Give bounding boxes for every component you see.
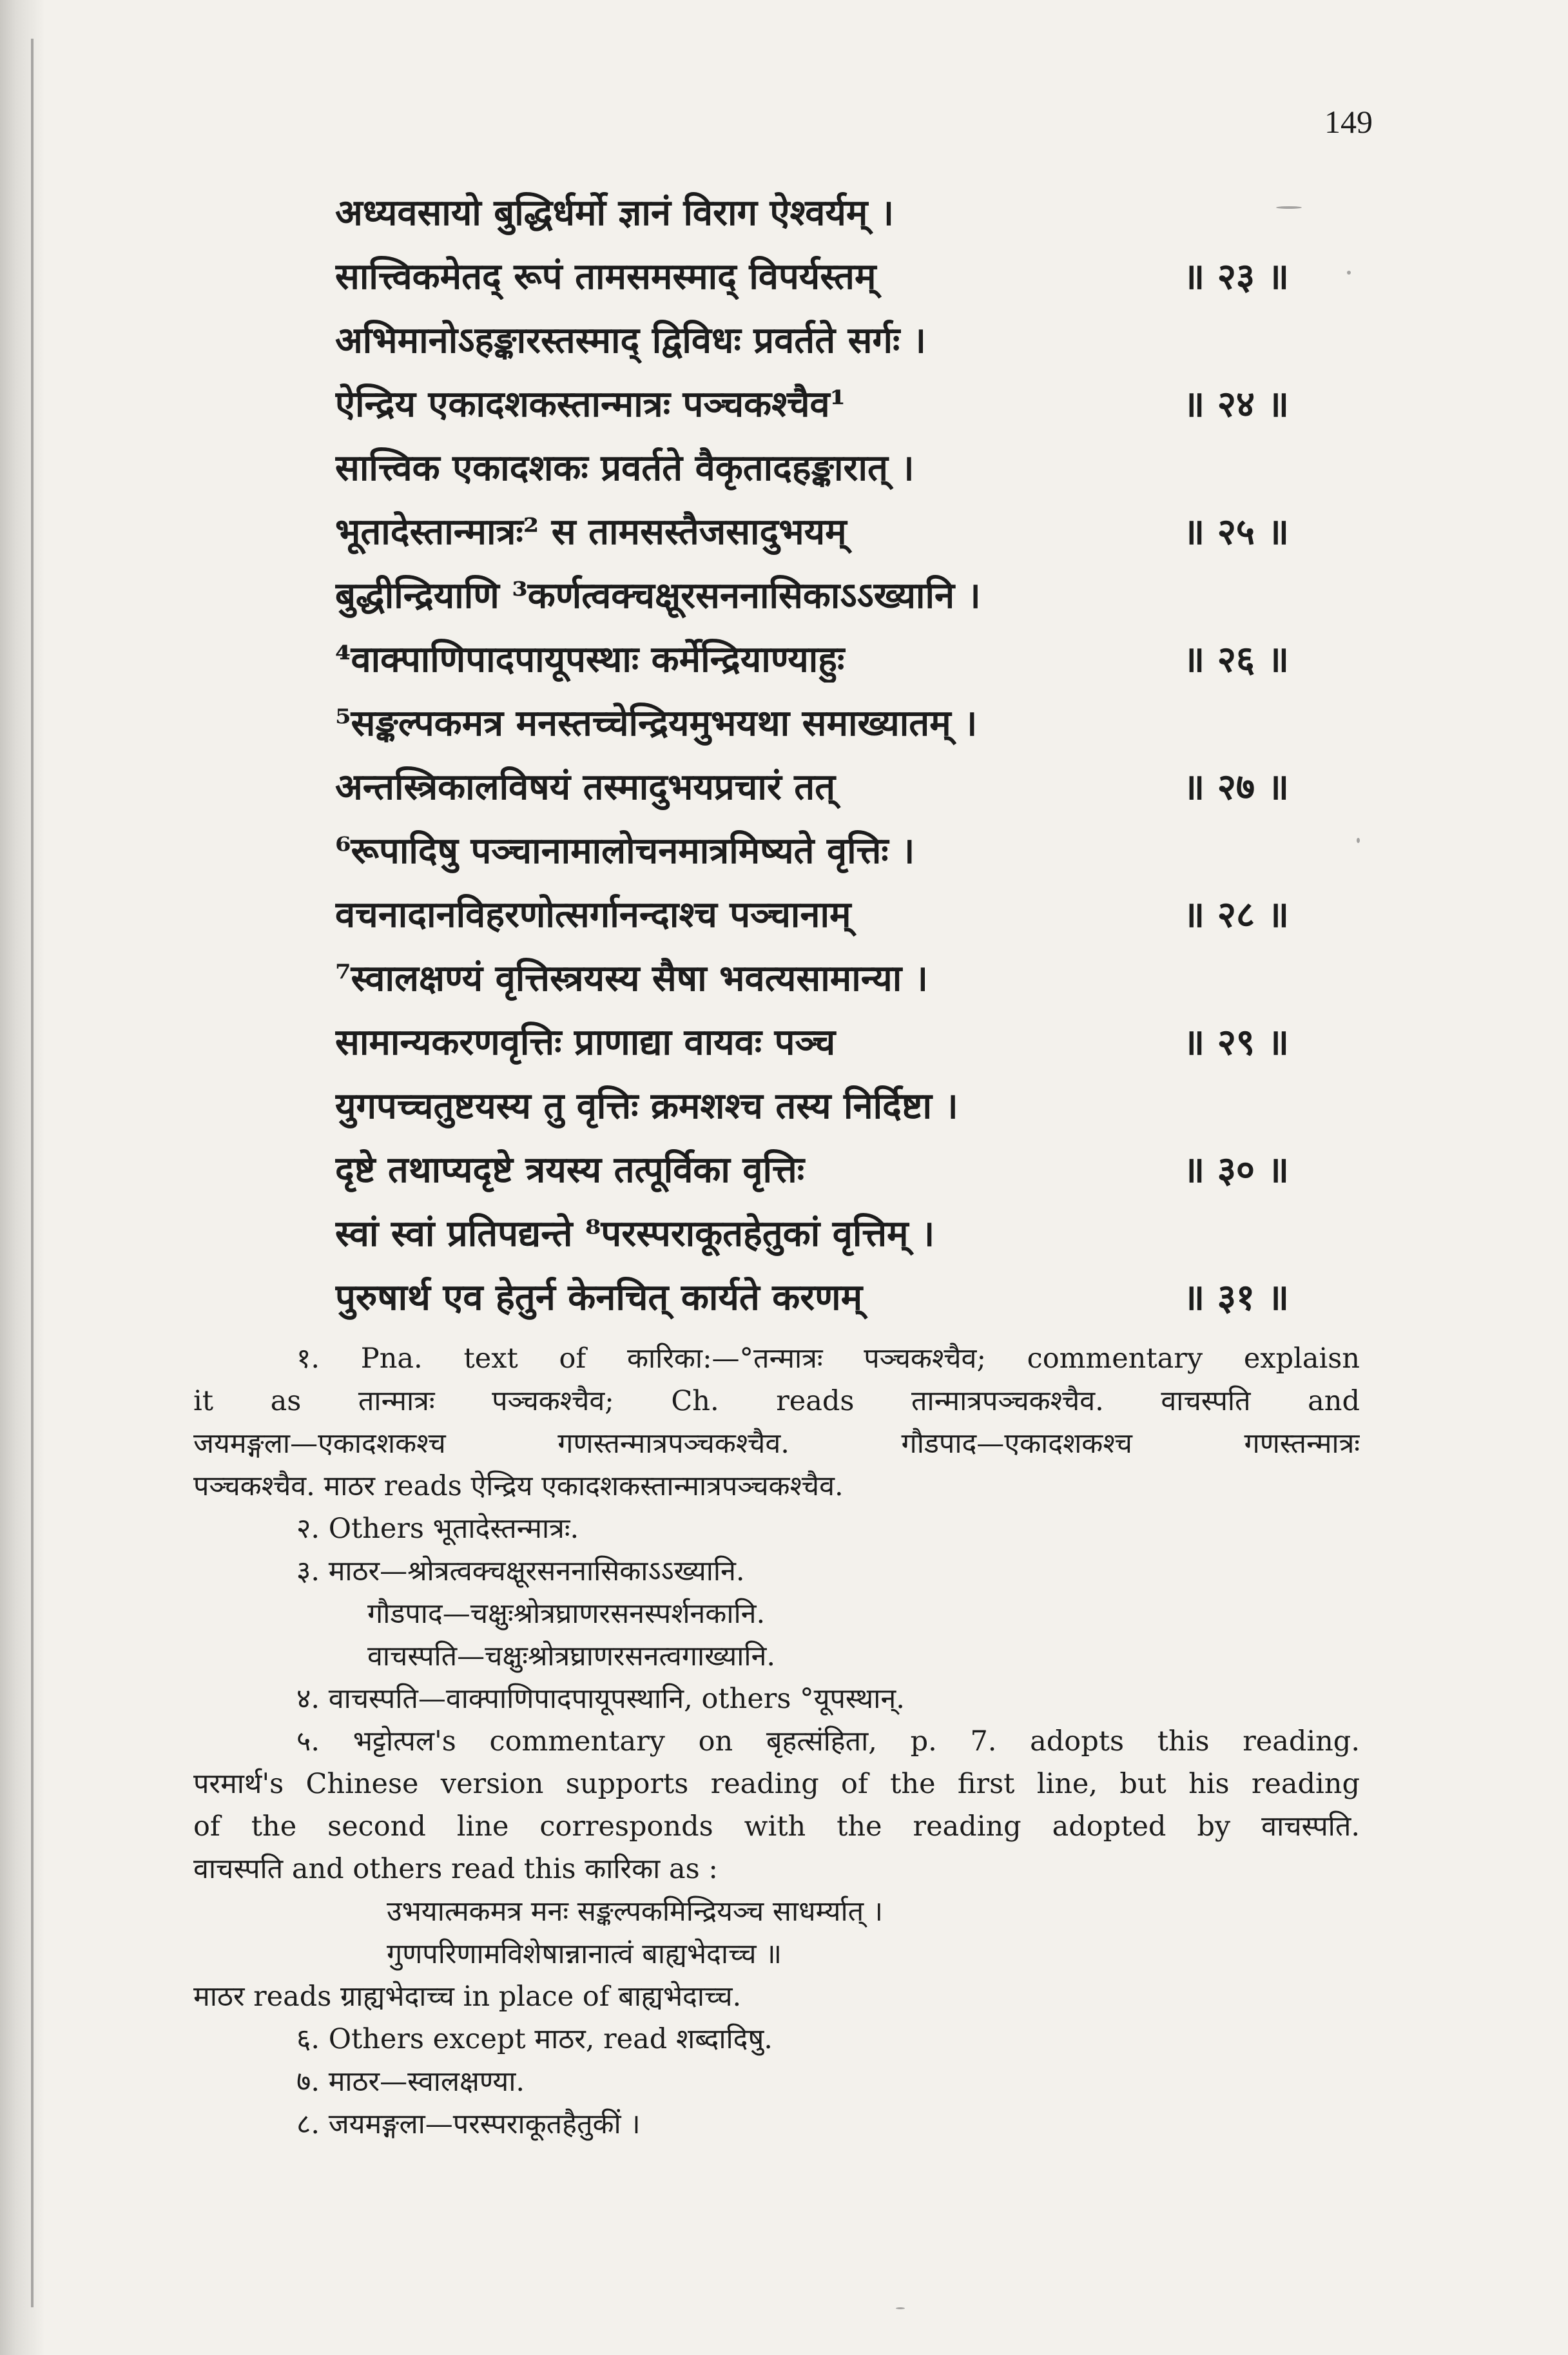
footnotes-block xyxy=(193,1337,1360,2146)
footnote-1-line: it as तान्मात्रः पञ्चकश्चैव; Ch. reads तान्मात्रपञ्चकश्चैव. वाचस्पति and xyxy=(193,1385,1360,1417)
verse-line xyxy=(335,1080,1289,1144)
verse-text: अन्तस्त्रिकालविषयं तस्मादुभयप्रचारं तत् xyxy=(335,766,836,808)
verse-text: अभिमानोऽहङ्कारस्तस्माद् द्विविधः प्रवर्तते सर्गः । xyxy=(335,319,927,362)
verse-number: ॥ २३ ॥ xyxy=(1183,255,1289,298)
verse-number: ॥ ३१ ॥ xyxy=(1183,1276,1289,1319)
verse-text: ⁷स्वालक्षण्यं वृत्तिस्त्रयस्य सैषा भवत्यसामान्या । xyxy=(335,957,928,1000)
verse-line xyxy=(335,1272,1289,1335)
verse-line xyxy=(335,825,1289,889)
verse-text: युगपच्चतुष्टयस्य तु वृत्तिः क्रमशश्च तस्य निर्दिष्टा । xyxy=(335,1085,958,1127)
verse-line xyxy=(335,953,1289,1016)
verse-line xyxy=(335,570,1289,634)
verse-line xyxy=(335,251,1289,315)
verse-line xyxy=(335,315,1289,378)
verse-text: ऐन्द्रिय एकादशकस्तान्मात्रः पञ्चकश्चैव¹ xyxy=(335,383,846,425)
verse-line xyxy=(335,634,1289,697)
footnote-7: ७. माठर—स्वालक्षण्या. xyxy=(296,2066,525,2098)
verse-line xyxy=(335,697,1289,761)
verse-text: अध्यवसायो बुद्धिर्धर्मो ज्ञानं विराग ऐश्वर्यम् । xyxy=(335,191,895,234)
scan-speck xyxy=(1357,838,1360,843)
footnote-4: ४. वाचस्पति—वाक्पाणिपादपायूपस्थानि, others °यूपस्थान्. xyxy=(296,1683,905,1715)
verse-text: सात्त्विक एकादशकः प्रवर्तते वैकृतादहङ्कारात् । xyxy=(335,447,915,489)
verse-text: पुरुषार्थ एव हेतुर्न केनचित् कार्यते करणम् xyxy=(335,1276,863,1319)
verse-number: ॥ २६ ॥ xyxy=(1183,638,1289,681)
quoted-verse-line: उभयात्मकमत्र मनः सङ्कल्पकमिन्द्रियञ्च साधर्म्यात् । xyxy=(387,1895,884,1928)
footnote-6: ६. Others except माठर, read शब्दादिषु. xyxy=(296,2023,773,2055)
footnote-1-line: १. Pna. text of कारिका:—°तन्मात्रः पञ्चकश्चैव; commentary explaisn xyxy=(296,1342,1360,1375)
verse-text: ⁴वाक्पाणिपादपायूपस्थाः कर्मेन्द्रियाण्याहुः xyxy=(335,638,845,681)
verse-text: वचनादानविहरणोत्सर्गानन्दाश्च पञ्चानाम् xyxy=(335,893,851,936)
verse-line xyxy=(335,1144,1289,1208)
page-binding-shadow xyxy=(0,0,45,2355)
footnote-1-line: जयमङ्गला—एकादशकश्च गणस्तन्मात्रपञ्चकश्चैव. गौडपाद—एकादशकश्च गणस्तन्मात्रः xyxy=(193,1428,1360,1460)
verse-text: ⁵सङ्कल्पकमत्र मनस्तच्चेन्द्रियमुभयथा समाख्यातम् । xyxy=(335,702,978,744)
verse-text: स्वां स्वां प्रतिपद्यन्ते ⁸परस्पराकूतहेतुकां वृत्तिम् । xyxy=(335,1212,935,1255)
footnote-1-line: पञ्चकश्चैव. माठर reads ऐन्द्रिय एकादशकस्तान्मात्रपञ्चकश्चैव. xyxy=(193,1470,844,1502)
verse-text: सात्त्विकमेतद् रूपं तामसमस्माद् विपर्यस्तम् xyxy=(335,255,876,298)
verse-line xyxy=(335,506,1289,570)
verse-text: सामान्यकरणवृत्तिः प्राणाद्या वायवः पञ्च xyxy=(335,1021,836,1063)
verse-line xyxy=(335,761,1289,825)
footnote-3-line: ३. माठर—श्रोत्रत्वक्चक्षूरसननासिकाऽऽख्यानि. xyxy=(296,1555,745,1587)
binding-edge-line xyxy=(31,39,34,2307)
footnote-3-line: वाचस्पति—चक्षुःश्रोत्रघ्राणरसनत्वगाख्यानि. xyxy=(367,1640,775,1672)
verse-number: ॥ २४ ॥ xyxy=(1183,383,1289,425)
footnote-2: २. Others भूतादेस्तन्मात्रः. xyxy=(296,1513,579,1545)
page-number: 149 xyxy=(1324,104,1373,140)
verse-text: दृष्टे तथाप्यदृष्टे त्रयस्य तत्पूर्विका वृत्तिः xyxy=(335,1148,805,1191)
verse-block xyxy=(335,187,1289,1335)
verse-line xyxy=(335,1016,1289,1080)
scan-speck xyxy=(1276,206,1302,209)
footnote-8: ८. जयमङ्गला—परस्पराकूतहैतुकीं । xyxy=(296,2108,641,2140)
verse-text: बुद्धीन्द्रियाणि ³कर्णत्वक्चक्षूरसननासिकाऽऽख्यानि । xyxy=(335,574,981,617)
verse-line xyxy=(335,1208,1289,1272)
quoted-verse-line: गुणपरिणामविशेषान्नानात्वं बाह्यभेदाच्च ॥ xyxy=(387,1938,782,1970)
footnote-5-line: वाचस्पति and others read this कारिका as : xyxy=(193,1853,718,1885)
verse-text: भूतादेस्तान्मात्रः² स तामसस्तैजसादुभयम् xyxy=(335,510,847,553)
verse-line xyxy=(335,378,1289,442)
footnote-5-line: परमार्थ's Chinese version supports reading of the first line, but his reading xyxy=(193,1768,1360,1800)
scan-speck xyxy=(896,2307,905,2309)
footnote-5-line: ५. भट्टोत्पल's commentary on बृहत्संहिता, p. 7. adopts this reading. xyxy=(296,1725,1360,1758)
verse-number: ॥ ३० ॥ xyxy=(1183,1148,1289,1191)
verse-line xyxy=(335,889,1289,953)
footnote-3-line: गौडपाद—चक्षुःश्रोत्रघ्राणरसनस्पर्शनकानि. xyxy=(367,1598,766,1630)
scan-speck xyxy=(1347,271,1351,275)
verse-line xyxy=(335,187,1289,251)
footnote-5-line: of the second line corresponds with the reading adopted by वाचस्पति. xyxy=(193,1810,1360,1843)
footnote-5-tail: माठर reads ग्राह्यभेदाच्च in place of बाह्यभेदाच्च. xyxy=(193,1981,742,2013)
verse-number: ॥ २८ ॥ xyxy=(1183,893,1289,936)
verse-line xyxy=(335,442,1289,506)
verse-text: ⁶रूपादिषु पञ्चानामालोचनमात्रमिष्यते वृत्तिः । xyxy=(335,829,915,872)
verse-number: ॥ २५ ॥ xyxy=(1183,510,1289,553)
verse-number: ॥ २९ ॥ xyxy=(1183,1021,1289,1063)
verse-number: ॥ २७ ॥ xyxy=(1183,766,1289,808)
